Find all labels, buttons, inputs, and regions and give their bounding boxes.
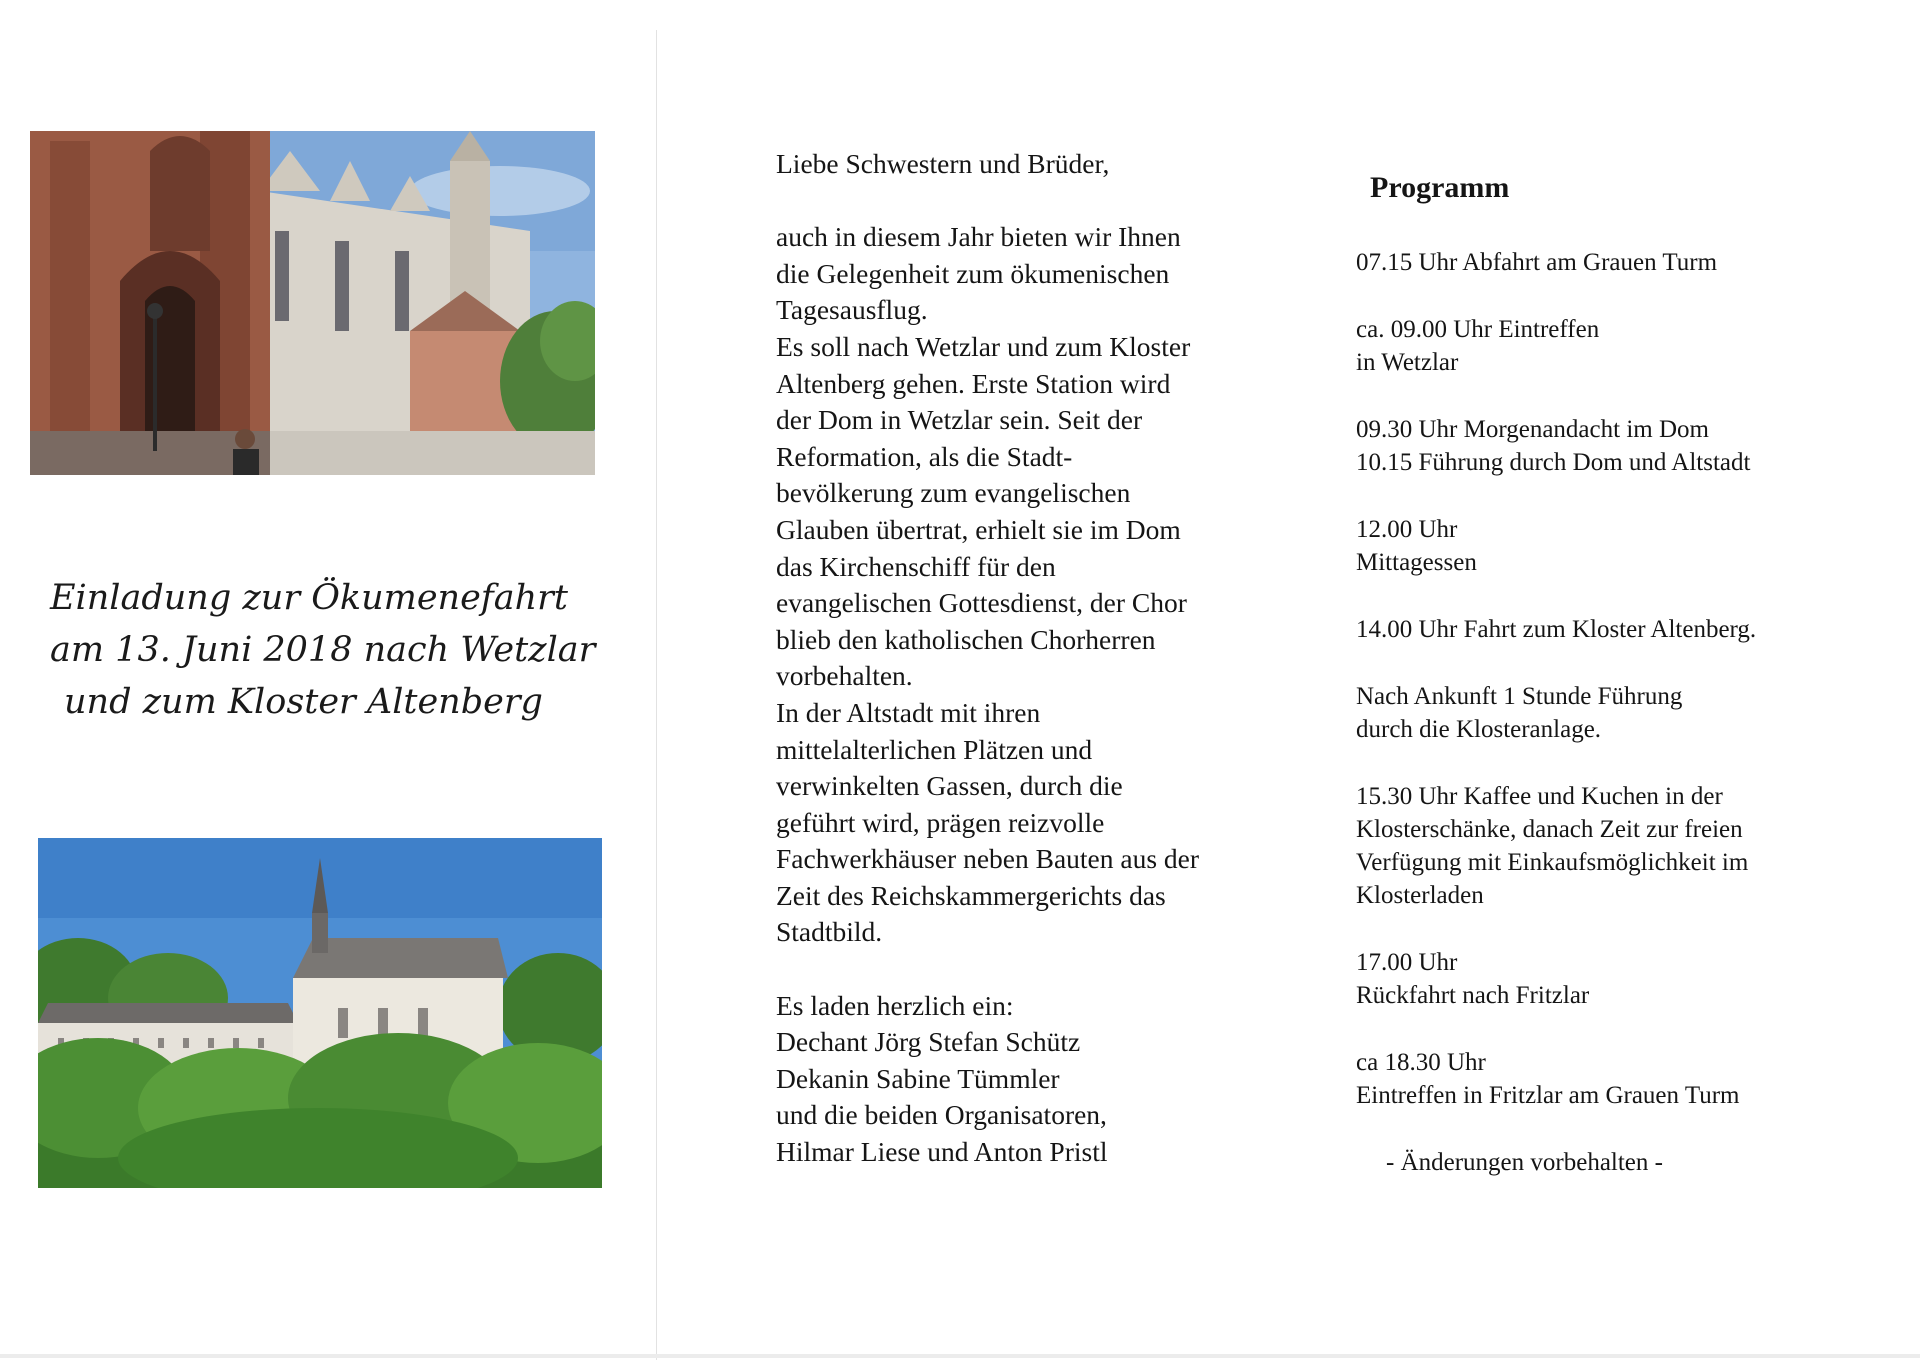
letter-line: mittelalterlichen Plätzen und xyxy=(776,733,1093,765)
program-item xyxy=(1356,313,1896,379)
program-item xyxy=(1356,680,1896,746)
letter-line: der Dom in Wetzlar sein. Seit der xyxy=(776,404,1143,436)
invitation-letter xyxy=(776,146,1316,1171)
letter-line: Glauben übertrat, erhielt sie im Dom xyxy=(776,513,1181,545)
letter-line: Stadtbild. xyxy=(776,916,883,948)
letter-line: Reformation, als die Stadt- xyxy=(776,440,1073,472)
program-item xyxy=(1356,780,1896,912)
program-item-line: 17.00 Uhr xyxy=(1356,949,1458,976)
letter-line: bevölkerung zum evangelischen xyxy=(776,477,1131,509)
letter-line: Altenberg gehen. Erste Station wird xyxy=(776,367,1171,399)
letter-line: blieb den katholischen Chorherren xyxy=(776,623,1156,655)
program-item-line: Mittagessen xyxy=(1356,549,1477,576)
letter-line: Fachwerkhäuser neben Bauten aus der xyxy=(776,843,1200,875)
letter-line: Es soll nach Wetzlar und zum Kloster xyxy=(776,330,1191,362)
program-item-line: Klosterschänke, danach Zeit zur freien xyxy=(1356,816,1743,843)
letter-line: In der Altstadt mit ihren xyxy=(776,696,1041,728)
program-items xyxy=(1356,246,1896,1112)
program-item-line: 12.00 Uhr xyxy=(1356,516,1458,543)
program-item-line: 07.15 Uhr Abfahrt am Grauen Turm xyxy=(1356,249,1718,276)
photo-kloster-altenberg xyxy=(38,838,602,1188)
letter-line: verwinkelten Gassen, durch die xyxy=(776,770,1123,802)
program-item-line: 15.30 Uhr Kaffee und Kuchen in der xyxy=(1356,783,1723,810)
program-item-line: Rückfahrt nach Fritzlar xyxy=(1356,982,1590,1009)
closing-line: Hilmar Liese und Anton Pristl xyxy=(776,1136,1108,1168)
program-item-line: ca. 09.00 Uhr Eintreffen xyxy=(1356,316,1600,343)
program-item xyxy=(1356,246,1896,279)
title-line-3: und zum Kloster Altenberg xyxy=(64,682,543,722)
photo-wetzlar-dom xyxy=(30,131,595,475)
program-item-line: Verfügung mit Einkaufsmöglichkeit im xyxy=(1356,849,1749,876)
title-line-2: am 13. Juni 2018 nach Wetzlar xyxy=(50,630,596,670)
program-item-line: durch die Klosteranlage. xyxy=(1356,716,1602,743)
program-item xyxy=(1356,413,1896,479)
program-item-line: Klosterladen xyxy=(1356,882,1484,909)
closing-line: Dekanin Sabine Tümmler xyxy=(776,1062,1060,1094)
program-item-line: ca 18.30 Uhr xyxy=(1356,1049,1486,1076)
letter-greeting: Liebe Schwestern und Brüder, xyxy=(776,148,1110,179)
invitation-title xyxy=(50,572,610,728)
program-item-line: 10.15 Führung durch Dom und Altstadt xyxy=(1356,449,1751,476)
program-item-line: 09.30 Uhr Morgenandacht im Dom xyxy=(1356,416,1709,443)
closing-line: Es laden herzlich ein: xyxy=(776,989,1014,1021)
letter-line: evangelischen Gottesdienst, der Chor xyxy=(776,587,1187,619)
program-item-line: Eintreffen in Fritzlar am Grauen Turm xyxy=(1356,1082,1740,1109)
page-fold-line xyxy=(656,30,657,1360)
letter-line: Tagesausflug. xyxy=(776,294,928,326)
program-item xyxy=(1356,513,1896,579)
letter-line: Zeit des Reichskammergerichts das xyxy=(776,879,1166,911)
letter-line: auch in diesem Jahr bieten wir Ihnen xyxy=(776,221,1181,253)
closing-line: und die beiden Organisatoren, xyxy=(776,1099,1107,1131)
letter-line: geführt wird, prägen reizvolle xyxy=(776,806,1105,838)
program-item-line: 14.00 Uhr Fahrt zum Kloster Altenberg. xyxy=(1356,616,1757,643)
program-item-line: in Wetzlar xyxy=(1356,349,1459,376)
letter-line: vorbehalten. xyxy=(776,660,913,692)
program-item xyxy=(1356,1046,1896,1112)
closing-line: Dechant Jörg Stefan Schütz xyxy=(776,1026,1081,1058)
program-schedule xyxy=(1356,168,1896,1179)
title-line-1: Einladung zur Ökumenefahrt xyxy=(50,578,568,618)
scan-edge xyxy=(0,1354,1920,1358)
program-item xyxy=(1356,946,1896,1012)
program-item xyxy=(1356,613,1896,646)
program-note: - Änderungen vorbehalten - xyxy=(1386,1149,1663,1176)
program-heading: Programm xyxy=(1370,171,1510,204)
letter-line: die Gelegenheit zum ökumenischen xyxy=(776,257,1170,289)
program-item-line: Nach Ankunft 1 Stunde Führung xyxy=(1356,683,1683,710)
letter-line: das Kirchenschiff für den xyxy=(776,550,1056,582)
